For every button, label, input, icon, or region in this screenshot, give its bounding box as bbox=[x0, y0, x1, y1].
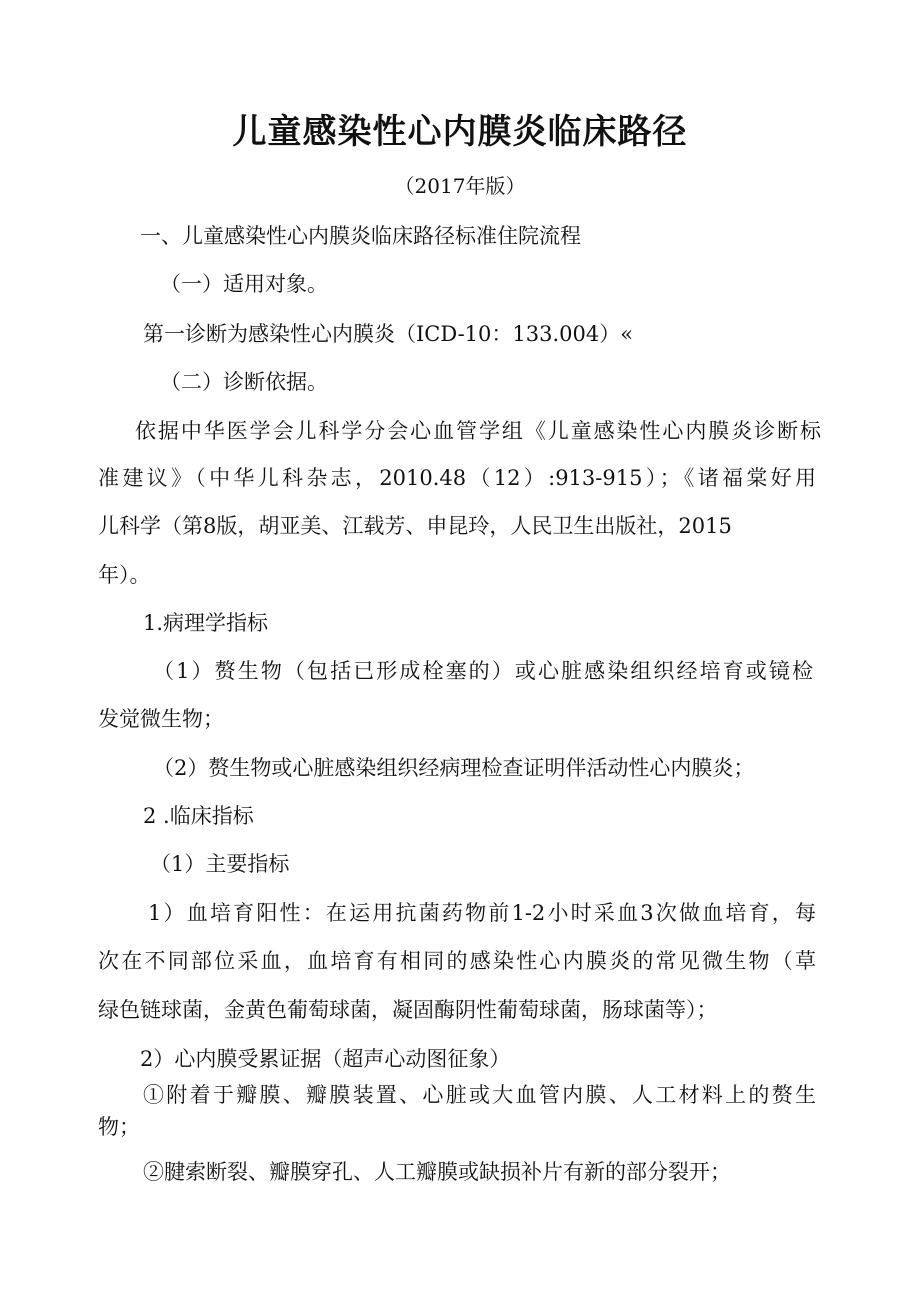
paragraph-scope: 第一诊断为感染性心内膜炎（ICD-10：133.004）« bbox=[143, 322, 634, 346]
paragraph-basis-line: 年）。 bbox=[98, 563, 151, 587]
paragraph-basis-line: 儿科学（第8版，胡亚美、江载芳、申昆玲，人民卫生出版社，2015 bbox=[98, 514, 732, 538]
pathology-item-2: （2）赘生物或心脏感染组织经病理检查证明伴活动性心内膜炎； bbox=[153, 756, 755, 780]
heading-pathology: 1.病理学指标 bbox=[143, 611, 269, 635]
criterion-endocardial: 2）心内膜受累证据（超声心动图征象） bbox=[140, 1047, 511, 1071]
subsection-heading-diagnosis: （二）诊断依据。 bbox=[160, 370, 328, 394]
criterion-blood-culture-cont: 绿色链球菌，金黄色葡萄球菌，凝固酶阴性葡萄球菌，肠球菌等）； bbox=[98, 998, 718, 1022]
pathology-item-1-cont: 发觉微生物； bbox=[98, 707, 224, 731]
heading-clinical: 2 .临床指标 bbox=[143, 804, 254, 828]
subsection-heading-scope: （一）适用对象。 bbox=[160, 272, 328, 296]
section-heading-1: 一、儿童感染性心内膜炎临床路径标准住院流程 bbox=[140, 224, 581, 248]
document-edition: （2017年版） bbox=[394, 174, 526, 198]
paragraph-basis-line: 依据中华医学会儿科学分会心血管学组《儿童感染性心内膜炎诊断标 bbox=[135, 419, 821, 443]
criterion-blood-culture-cont: 次在不同部位采血，血培育有相同的感染性心内膜炎的常见微生物（草 bbox=[98, 949, 816, 973]
criterion-blood-culture: 1）血培育阳性：在运用抗菌药物前1-2小时采血3次做血培育，每 bbox=[148, 901, 816, 925]
endocardial-item-1: ①附着于瓣膜、瓣膜装置、心脏或大血管内膜、人工材料上的赘生 bbox=[143, 1083, 816, 1107]
document-title: 儿童感染性心内膜炎临床路径 bbox=[232, 112, 688, 152]
endocardial-item-2: ②腱索断裂、瓣膜穿孔、人工瓣膜或缺损补片有新的部分裂开； bbox=[143, 1160, 731, 1184]
heading-major-criteria: （1）主要指标 bbox=[150, 852, 290, 876]
pathology-item-1: （1）赘生物（包括已形成栓塞的）或心脏感染组织经培育或镜检 bbox=[153, 659, 813, 683]
endocardial-item-1-cont: 物； bbox=[98, 1115, 140, 1139]
paragraph-basis-line: 准建议》（中华儿科杂志，2010.48（12）:913-915）；《诸福棠好用 bbox=[98, 466, 816, 490]
